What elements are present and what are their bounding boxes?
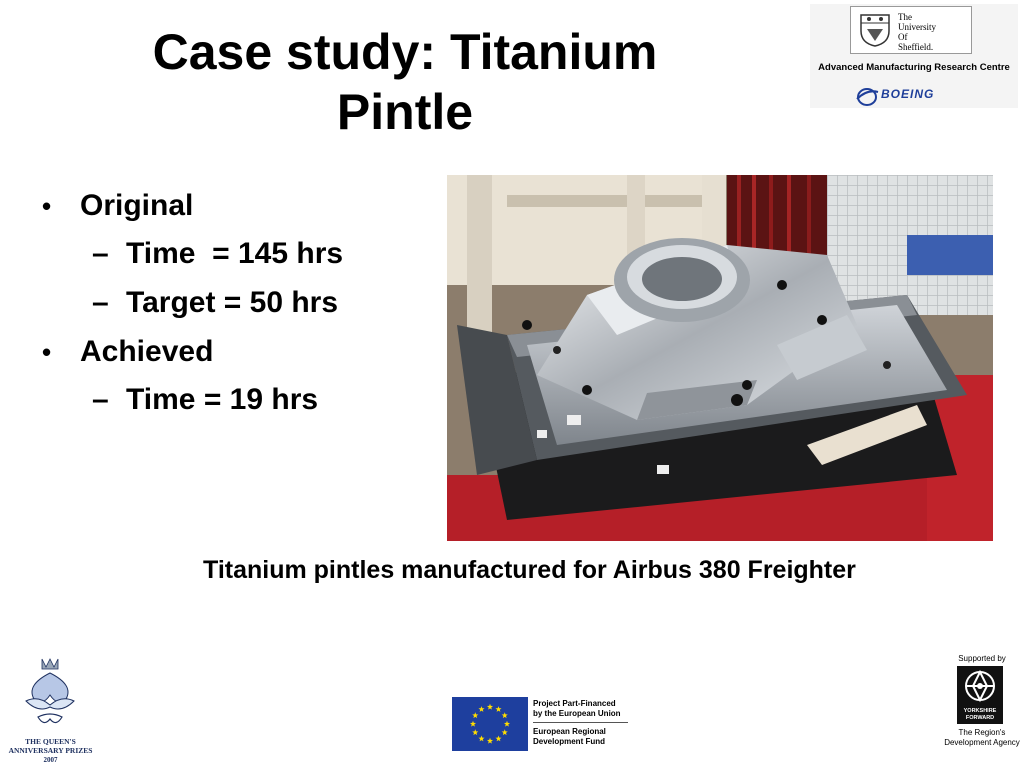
bullet-achieved <box>40 332 343 380</box>
sheffield-crest-icon <box>857 11 893 47</box>
bullet-dot-icon: • <box>42 337 52 367</box>
eu-stars-graphic <box>452 697 528 751</box>
eu-star-icon <box>470 721 476 727</box>
eu-star-icon <box>495 706 501 712</box>
eu-funding-text: Project Part-Financed by the European Union <box>533 699 621 718</box>
eu-star-icon <box>472 712 478 718</box>
yorkshire-forward-logo <box>944 654 1020 754</box>
sub-bullet-text: Time = 19 hrs <box>126 383 319 416</box>
bullet-dot-icon: • <box>42 191 52 221</box>
eu-funding-logo <box>452 697 628 751</box>
eu-star-icon <box>495 736 501 742</box>
erdf-text: European Regional Development Fund <box>533 727 606 746</box>
boeing-symbol-icon <box>855 84 879 108</box>
rose-emblem-icon <box>957 666 1003 706</box>
dash-icon: – <box>92 286 109 319</box>
eu-star-icon <box>502 729 508 735</box>
sheffield-logo <box>850 6 972 54</box>
boeing-logo <box>855 84 935 110</box>
bullet-list <box>40 186 343 429</box>
crown-emblem-icon <box>8 655 93 735</box>
bullet-original <box>40 186 343 234</box>
title-line-2: Pintle <box>336 84 474 140</box>
eu-star-icon <box>504 721 510 727</box>
title-line-1: Case study: Titanium <box>152 24 658 80</box>
sub-bullet-text: Target = 50 hrs <box>126 286 339 319</box>
dash-icon: – <box>92 383 109 416</box>
queens-prize-name: THE QUEEN'S ANNIVERSARY PRIZES <box>8 737 93 755</box>
dash-icon: – <box>92 237 109 270</box>
eu-star-icon <box>487 704 493 710</box>
eu-star-icon <box>478 706 484 712</box>
pintle-photo <box>447 175 993 541</box>
sub-bullet-text: Time = 145 hrs <box>126 237 344 270</box>
sheffield-name: The University Of Sheffield. <box>898 12 936 52</box>
eu-star-icon <box>478 736 484 742</box>
sub-bullet-original-target <box>40 283 343 332</box>
supported-by-label: Supported by <box>958 654 1006 663</box>
eu-star-icon <box>502 712 508 718</box>
sub-bullet-original-time <box>40 234 343 283</box>
eu-star-icon <box>472 729 478 735</box>
eu-star-icon <box>487 738 493 744</box>
eu-flag-icon <box>452 697 528 751</box>
queens-prize-logo <box>8 655 93 765</box>
queens-prize-year: 2007 <box>43 756 58 764</box>
partner-logos <box>810 4 1018 108</box>
yorkshire-forward-tagline: The Region's Development Agency <box>944 728 1020 747</box>
boeing-wordmark: BOEING <box>881 87 935 101</box>
yorkshire-forward-emblem <box>957 666 1003 724</box>
pintle-photo-illustration <box>447 175 993 541</box>
yorkshire-forward-name: YORKSHIRE FORWARD <box>963 708 997 721</box>
eu-divider <box>533 722 628 723</box>
sub-bullet-achieved-time <box>40 380 343 429</box>
slide-title <box>100 22 710 142</box>
bullet-label: Achieved <box>80 335 214 368</box>
amrc-name: Advanced Manufacturing Research Centre <box>818 62 1010 73</box>
bullet-label: Original <box>80 189 194 222</box>
photo-caption: Titanium pintles manufactured for Airbus 380 Freighter <box>203 556 856 584</box>
